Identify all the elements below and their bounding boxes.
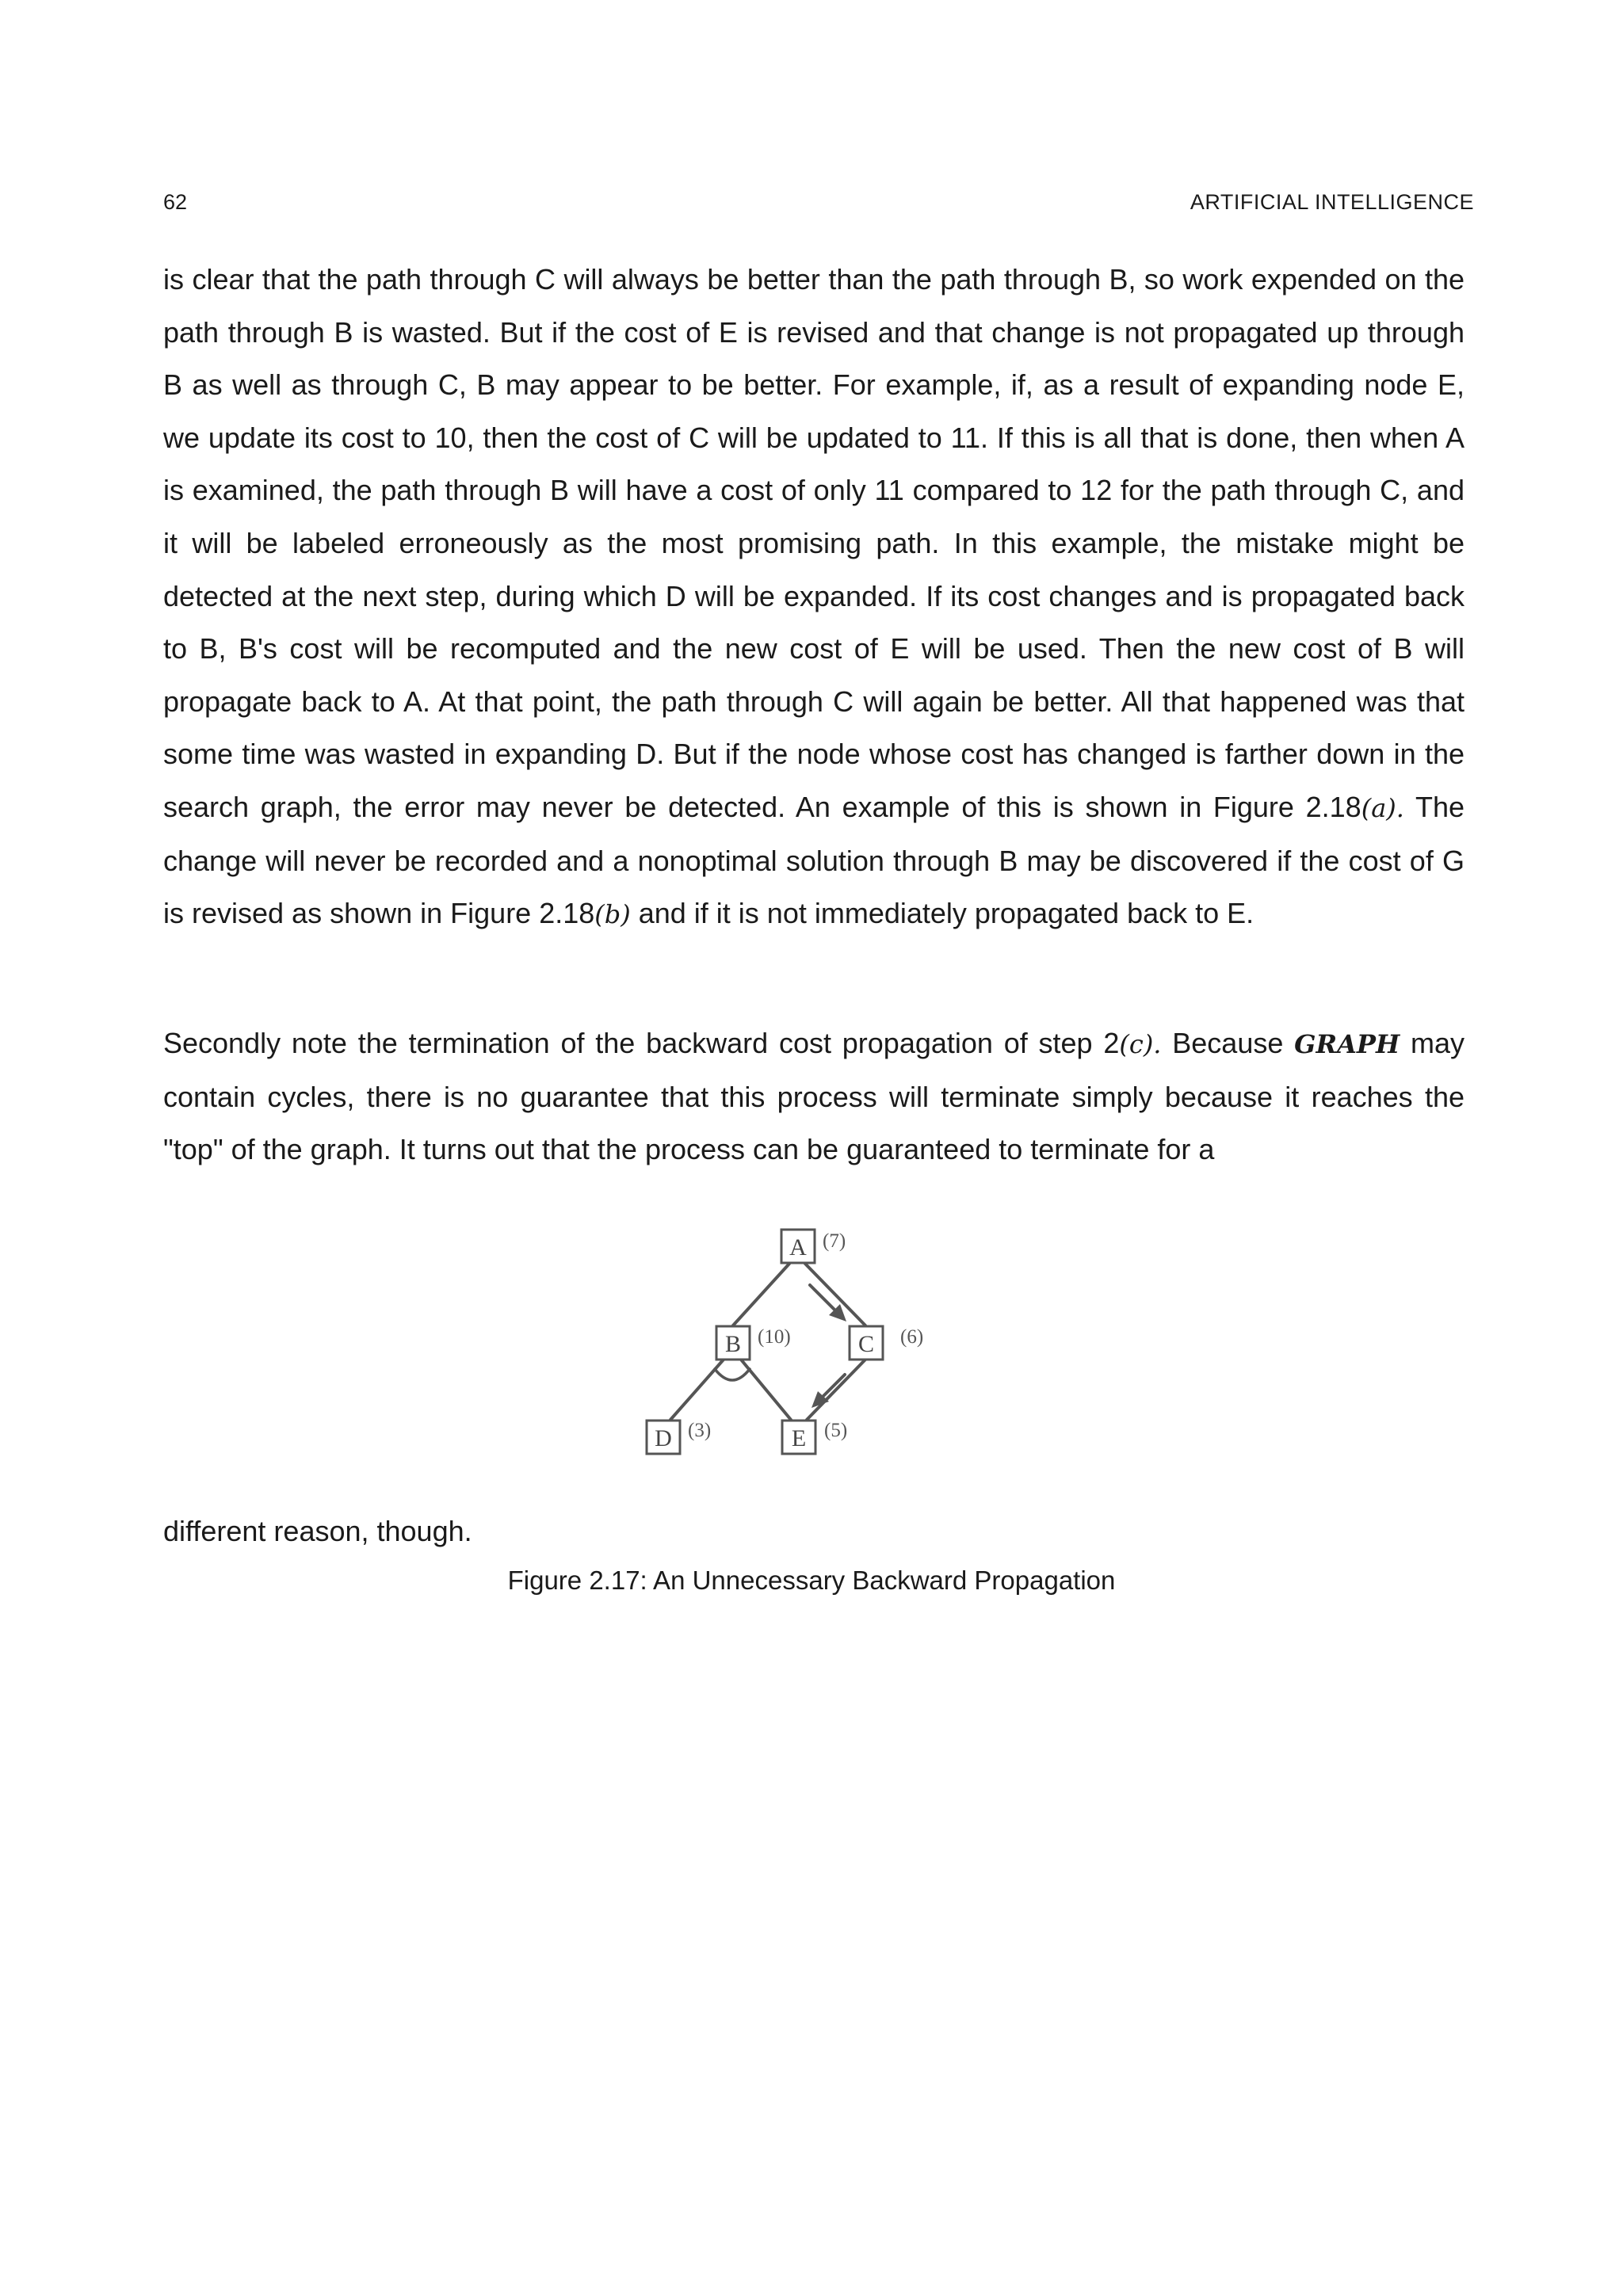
node-b-cost: (10): [758, 1326, 791, 1348]
paragraph-text: may contain cycles, there is no guarantee that this process will terminate simply because it reaches the "top" of the graph. It turns out that the process can be guaranteed to terminate for a: [163, 1027, 1465, 1166]
figure-caption: Figure 2.17: An Unnecessary Backward Propagation: [507, 1566, 1116, 1595]
node-e-label: E: [791, 1425, 807, 1451]
step-ref-glyph: (c).: [1119, 1029, 1162, 1059]
page-number: 62: [163, 190, 188, 214]
paragraph-text: is clear that the path through C will always be better than the path through B, so work expended on the path through B is wasted. But if the cost of E is revised and that change is not propagated up through B as well as through C, B may appear to be better. For example, if, as a result of expanding node E, we update its cost to 10, then the cost of C will be updated to 11. If this is all that is done, then when A is examined, the path through B will have a cost of only 11 compared to 12 for the path through C, and it will be labeled erroneously as the most promising path. In this example, the mistake might be detected at the next step, during which D will be expanded. If its cost changes and is propagated back to B, B's cost will be recomputed and the new cost of E will be used. Then the new cost of B will propagate back to A. At that point, the path through C will again be better. All that happened was that some time was wasted in expanding D. But if the node whose cost has changed is farther down in the search graph, the error may never be detected. An example of this is shown in Figure 2.18: [163, 263, 1465, 823]
figure-ref-glyph: (b): [594, 899, 631, 930]
node-c-cost: (6): [900, 1326, 924, 1348]
paragraph-text: Secondly note the termination of the backward cost propagation of step 2: [163, 1027, 1120, 1059]
edge-a-b: [733, 1264, 789, 1325]
and-or-graph-figure: [634, 1212, 967, 1501]
paragraph-text: The change will never be recorded and a nonoptimal solution through B may be discovered if the cost of G is revised as shown in Figure 2.18: [163, 790, 1465, 930]
node-b-label: B: [724, 1331, 742, 1357]
graph-term-glyph: GRAPH: [1294, 1029, 1400, 1059]
body-paragraph-2: [163, 1017, 1465, 1177]
and-arc: [715, 1369, 750, 1380]
node-d-cost: (3): [688, 1420, 712, 1441]
paragraph-text: Because: [1161, 1027, 1295, 1059]
paragraph-text: and if it is not immediately propagated back to E.: [630, 897, 1254, 930]
edge-c-e: [807, 1360, 865, 1420]
paragraph-text: different reason, though.: [163, 1515, 472, 1547]
figure-ref-glyph: (a).: [1361, 792, 1404, 823]
body-paragraph-3: [163, 1505, 1465, 1558]
body-paragraph-1: [163, 254, 1465, 941]
running-header: ARTIFICIAL INTELLIGENCE: [1190, 190, 1474, 214]
node-c-label: C: [857, 1331, 875, 1357]
node-e-cost: (5): [824, 1420, 848, 1441]
node-a-cost: (7): [823, 1230, 846, 1252]
node-d-label: D: [655, 1425, 672, 1451]
arrow-c-to-e: [819, 1375, 845, 1400]
arrow-a-to-c: [810, 1285, 838, 1314]
node-a-label: A: [789, 1234, 807, 1261]
